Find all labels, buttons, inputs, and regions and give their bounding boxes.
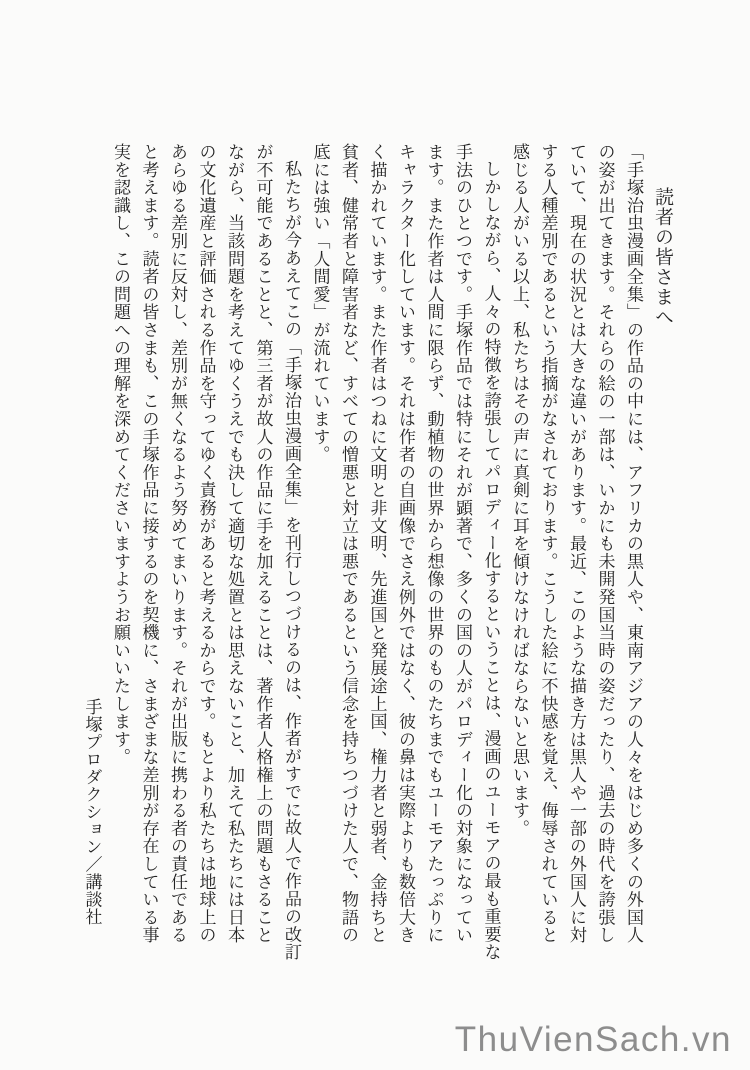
paragraph-foreign-depictions: 「手塚治虫漫画全集」の作品の中には、アフリカの黒人や、東南アジアの人々をはじめ多くの外国人の姿が出てきます。それらの絵の一部は、いかにも未開発国当時の姿だったり、過去の時代を誇張していて、現在の状況とは大きな違いがあります。最近、このような描き方は黒人や一部の外国人に対する人種差別であるという指摘がなされております。こうした絵に不快感を覚え、侮辱されていると感じる人がいる以上、私たちはその声に真剣に耳を傾けなければならないと思います。 <box>510 143 643 944</box>
paragraph-parody-humanism: しかしながら、人々の特徴を誇張してパロディー化するということは、漫画のユーモアの最も重要な手法のひとつです。手塚作品では特にそれが顕著で、多くの国の人がパロディー化の対象になっています。また作者は人間に限らず、動植物の世界から想像の世界のものたちまでもユーモアたっぷりにキャラクター化しています。それは作者の自画像でさえ例外ではなく、彼の鼻は実際よりも数倍大きく描かれています。また作者はつねに文明と非文明、先進国と発展途上国、権力者と弱者、金持ちと貧者、健常者と障害者など、すべての憎悪と対立は悪であるという信念を持ちつづけた人で、物語の底には強い「人間愛」が流れています。 <box>310 143 501 961</box>
page-title: 読者の皆さまへ <box>652 187 673 327</box>
site-watermark: ThuVienSach.vn <box>454 1020 732 1059</box>
publisher-signature: 手塚プロダクション／講談社 <box>82 697 102 925</box>
vertical-text-block <box>77 143 678 961</box>
paragraph-publication-policy: 私たちが今あえてこの「手塚治虫漫画全集」を刊行しつづけるのは、作者がすでに故人で作品の改訂が不可能であることと、第三者が故人の作品に手を加えることは、著作者人格権上の問題もさることながら、当該問題を考えてゆくうえでも決して適切な処置とは思えないこと、加えて私たちには日本の文化遺産と評価される作品を守ってゆく責務があると考えるからです。もとより私たちは地球上のあらゆる差別に反対し、差別が無くなるよう努めてまいります。それが出版に携わる者の責任であると考えます。読者の皆さまも、この手塚作品に接するのを契機に、さまざまな差別が存在している事実を認識し、この問題への理解を深めてくださいますようお願いいたします。 <box>111 143 301 961</box>
